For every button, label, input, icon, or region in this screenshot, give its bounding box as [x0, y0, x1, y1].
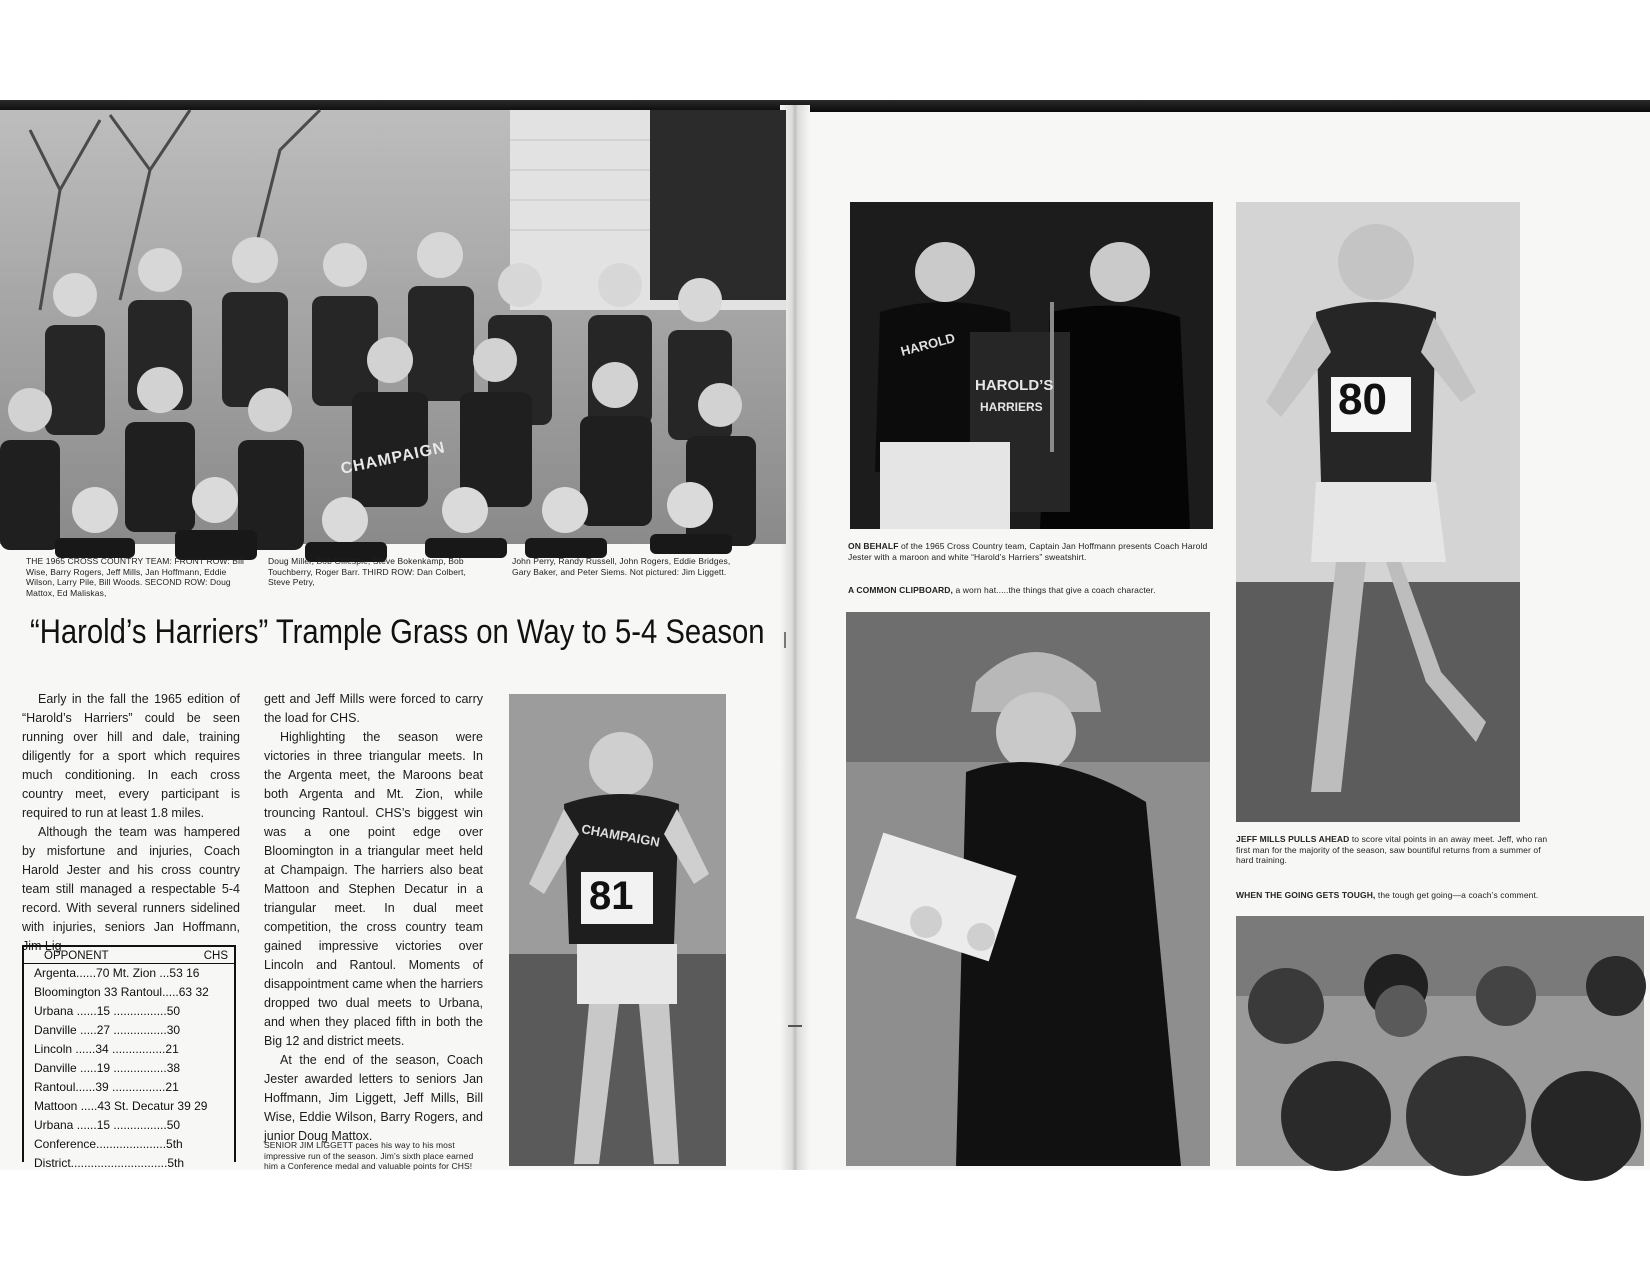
article-column-1: [22, 690, 240, 956]
scoreboard-header-opponent: OPPONENT: [44, 950, 109, 962]
team-caption-col2: Doug Miller, Bob Gillespie, Steve Bokenkamp, Bob Touchberry, Roger Barr. THIRD ROW: Dan Colbert, Steve Petry,: [268, 556, 466, 587]
mills-caption-lead: JEFF MILLS PULLS AHEAD: [1236, 834, 1350, 844]
sweatshirt-photo: [850, 202, 1213, 529]
liggett-bib-number: 81: [589, 874, 634, 918]
scoreboard-row: Bloomington 33 Rantoul.....63 32: [34, 985, 209, 999]
scoreboard-row: Mattoon .....43 St. Decatur 39 29: [34, 1099, 208, 1113]
article-headline: “Harold’s Harriers” Trample Grass on Way to 5-4 Season: [30, 613, 765, 651]
scoreboard-header-chs: CHS: [203, 950, 228, 962]
huddle-photo: [1236, 916, 1644, 1166]
huddle-caption: [1236, 890, 1576, 901]
sweatshirt-caption-lead: ON BEHALF: [848, 541, 899, 551]
team-photo: [0, 110, 786, 544]
team-caption-col3: John Perry, Randy Russell, John Rogers, Eddie Bridges, Gary Baker, and Peter Siems. Not pictured: Jim Liggett.: [512, 556, 731, 577]
sweatshirt-lettering-line2: HARRIERS: [980, 400, 1043, 414]
mills-bib-number: 80: [1338, 375, 1387, 424]
jersey-lettering: CHAMPAIGN: [339, 439, 447, 478]
scoreboard-row: Argenta......70 Mt. Zion ...53 16: [34, 966, 200, 980]
article-paragraph: Although the team was hampered by misfortune and injuries, Coach Harold Jester and his cross country team still managed a respectable 5-4 record. With several runners sidelined with injuries, seniors Jan Hoffmann, Jim Lig-: [22, 825, 240, 953]
scan-mark: [788, 1025, 802, 1027]
article-paragraph: Early in the fall the 1965 edition of “Harold’s Harriers” could be seen running over hill and dale, training diligently for a sport which requires much conditioning. In each cross country meet, every participant is required to run at least 1.8 miles.: [22, 692, 240, 820]
sweatshirt-lettering-line1: HAROLD’S: [975, 377, 1054, 394]
article-paragraph: Highlighting the season were victories in three triangular meets. In the Argenta meet, the Maroons beat both Argenta and Mt. Zion, while trouncing Rantoul. CHS’s biggest win was a one point edge over Bloomington in a triangular meet held at Champaign. The harriers also beat Mattoon and Stephen Decatur in a triangular meet. In dual meet competition, the cross country team gained impressive victories over Lincoln and Rantoul. Moments of disappointment came when the harriers dropped two dual meets to Urbana, and when they placed fifth in both the Big 12 and district meets.: [264, 730, 483, 1048]
clipboard-caption: [848, 585, 1216, 596]
mills-photo: [1236, 202, 1520, 822]
mills-caption: [1236, 834, 1552, 866]
clipboard-caption-text: a worn hat.....the things that give a coach character.: [955, 585, 1156, 595]
clipboard-caption-lead: A COMMON CLIPBOARD,: [848, 585, 953, 595]
tee-lettering: HAROLD: [899, 330, 957, 359]
scoreboard-row: Danville .....27 ................30: [34, 1023, 181, 1037]
scoreboard-row: District.............................5th: [34, 1156, 185, 1170]
huddle-caption-lead: WHEN THE GOING GETS TOUGH,: [1236, 890, 1376, 900]
huddle-caption-text: the tough get going—a coach’s comment.: [1377, 890, 1539, 900]
clipboard-photo: [846, 612, 1210, 1166]
scoreboard-row: Urbana ......15 ................50: [34, 1004, 181, 1018]
scan-mark: [784, 632, 786, 648]
scoreboard-row: Danville .....19 ................38: [34, 1061, 181, 1075]
article-paragraph: At the end of the season, Coach Jester awarded letters to seniors Jan Hoffmann, Jim Liggett, Jeff Mills, Bill Wise, Eddie Wilson, Barry Rogers, and junior Doug Mattox.: [264, 1053, 483, 1143]
liggett-jersey-lettering: CHAMPAIGN: [580, 821, 661, 850]
scoreboard-row: Lincoln ......34 ................21: [34, 1042, 179, 1056]
article-paragraph: gett and Jeff Mills were forced to carry the load for CHS.: [264, 692, 483, 725]
scoreboard-row: Rantoul......39 ................21: [34, 1080, 179, 1094]
scoreboard-row: Urbana ......15 ................50: [34, 1118, 181, 1132]
liggett-photo: [509, 694, 726, 1166]
mills-caption-text: to score vital points in an away meet. Jeff, who ran first man for the majority of the season, saw bountiful returns from a summer of hard training.: [1236, 834, 1548, 865]
scoreboard-row: Conference.....................5th: [34, 1137, 183, 1151]
season-scoreboard: [22, 945, 236, 1170]
team-caption-col1: THE 1965 CROSS COUNTRY TEAM: FRONT ROW: Bill Wise, Barry Rogers, Jeff Mills, Jan Hoffmann, Eddie Wilson, Larry Pile, Bill Woods. SECOND ROW: Doug Mattox, Ed Maliskas,: [26, 556, 245, 598]
sweatshirt-caption-text: of the 1965 Cross Country team, Captain Jan Hoffmann presents Coach Harold Jester with a maroon and white “Harold’s Harriers” sweatshirt.: [848, 541, 1208, 562]
liggett-caption: SENIOR JIM LIGGETT paces his way to his most impressive run of the season. Jim’s sixth place earned him a Conference medal and valuable points for CHS!: [264, 1140, 474, 1171]
article-column-2: [264, 690, 483, 1146]
sweatshirt-caption: [848, 541, 1216, 562]
